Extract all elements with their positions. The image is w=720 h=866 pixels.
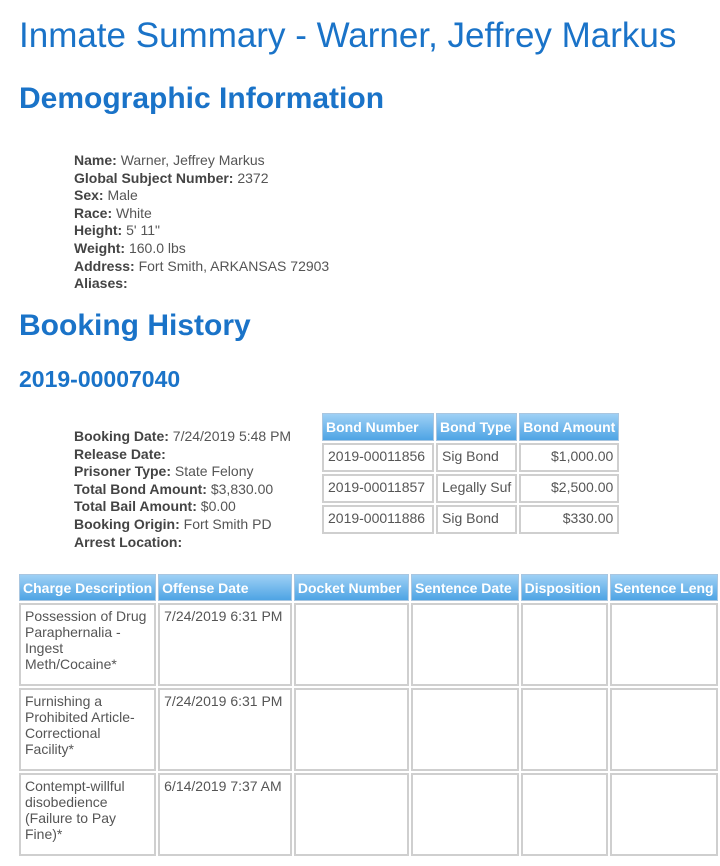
field-label: Release Date:: [74, 445, 166, 462]
table-row: [322, 505, 619, 534]
sentence-date-cell: [411, 688, 518, 771]
field-label: Booking Origin:: [74, 515, 180, 532]
table-row: [19, 688, 718, 771]
disposition-cell: [521, 773, 608, 856]
booking-origin: [74, 516, 291, 534]
bonds-table: [320, 411, 621, 536]
table-row: [322, 443, 619, 472]
demographics-details: [74, 152, 329, 293]
prisoner-type: [74, 463, 291, 481]
bond-number-cell: 2019-00011886: [322, 505, 434, 534]
field-value: Fort Smith PD: [183, 515, 272, 532]
bond-amount-cell: $2,500.00: [519, 474, 619, 503]
field-value: Warner, Jeffrey Markus: [120, 152, 265, 168]
field-label: Global Subject Number:: [74, 169, 234, 186]
disposition-cell: [521, 688, 608, 771]
field-value: $0.00: [200, 498, 236, 515]
charge-description-cell: Contempt-willful disobedience (Failure to Pay Fine)*: [19, 773, 156, 856]
booking-history-heading: Booking History: [19, 309, 251, 342]
booking-number: 2019-00007040: [19, 366, 181, 392]
field-label: Aliases:: [74, 275, 128, 292]
total-bail-amount: [74, 498, 291, 516]
booking-details: [74, 428, 291, 551]
docket-number-cell: [294, 773, 409, 856]
offense-date-cell: 6/14/2019 7:37 AM: [158, 773, 292, 856]
demo-race: [74, 205, 329, 223]
column-header-bond-amount: Bond Amount: [519, 413, 619, 441]
demo-height: [74, 222, 329, 240]
field-value: State Felony: [174, 463, 254, 480]
table-row: [19, 773, 718, 856]
field-label: Prisoner Type:: [74, 463, 171, 480]
bond-amount-cell: $330.00: [519, 505, 619, 534]
bond-type-cell: Sig Bond: [436, 443, 517, 472]
table-row: [19, 603, 718, 686]
charge-description-cell: Possession of Drug Paraphernalia - Ingest Meth/Cocaine*: [19, 603, 156, 686]
field-label: Height:: [74, 222, 123, 239]
charge-description-cell: Furnishing a Prohibited Article- Correctional Facility*: [19, 688, 156, 771]
field-value: 7/24/2019 5:48 PM: [172, 428, 292, 444]
bond-type-cell: Legally Suf: [436, 474, 517, 503]
demo-weight: [74, 240, 329, 258]
sentence-length-cell: [610, 603, 718, 686]
total-bond-amount: [74, 481, 291, 499]
field-label: Race:: [74, 204, 113, 221]
charges-table: [17, 572, 720, 858]
field-label: Booking Date:: [74, 428, 169, 444]
field-label: Arrest Location:: [74, 533, 183, 550]
column-header-sentence-length: Sentence Leng: [610, 574, 718, 601]
bond-number-cell: 2019-00011857: [322, 474, 434, 503]
field-label: Sex:: [74, 187, 104, 204]
field-label: Address:: [74, 257, 135, 274]
demographics-heading: Demographic Information: [19, 82, 385, 115]
field-value: 5' 11": [126, 222, 160, 239]
demo-name: [74, 152, 329, 170]
field-value: Male: [107, 187, 138, 204]
disposition-cell: [521, 603, 608, 686]
demo-address: [74, 258, 329, 276]
table-header-row: [19, 574, 718, 601]
arrest-location: [74, 534, 291, 552]
offense-date-cell: 7/24/2019 6:31 PM: [158, 603, 292, 686]
field-value: White: [116, 204, 152, 221]
field-value: 160.0 lbs: [128, 239, 186, 256]
column-header-bond-type: Bond Type: [436, 413, 517, 441]
column-header-sentence-date: Sentence Date: [411, 574, 518, 601]
column-header-bond-number: Bond Number: [322, 413, 434, 441]
column-header-disposition: Disposition: [521, 574, 608, 601]
column-header-docket-number: Docket Number: [294, 574, 409, 601]
table-header-row: [322, 413, 619, 441]
bond-number-cell: 2019-00011856: [322, 443, 434, 472]
sentence-length-cell: [610, 688, 718, 771]
field-label: Weight:: [74, 239, 126, 256]
column-header-charge-description: Charge Description: [19, 574, 156, 601]
demo-sex: [74, 187, 329, 205]
demo-global-subject-number: [74, 170, 329, 188]
table-row: [322, 474, 619, 503]
release-date: [74, 446, 291, 464]
sentence-length-cell: [610, 773, 718, 856]
sentence-date-cell: [411, 773, 518, 856]
field-label: Total Bail Amount:: [74, 498, 197, 515]
booking-date: [74, 428, 291, 446]
field-value: 2372: [237, 169, 269, 186]
offense-date-cell: 7/24/2019 6:31 PM: [158, 688, 292, 771]
field-value: Fort Smith, ARKANSAS 72903: [138, 257, 330, 274]
column-header-offense-date: Offense Date: [158, 574, 292, 601]
docket-number-cell: [294, 603, 409, 686]
field-label: Name:: [74, 152, 117, 168]
field-value: $3,830.00: [210, 480, 274, 497]
sentence-date-cell: [411, 603, 518, 686]
bond-amount-cell: $1,000.00: [519, 443, 619, 472]
field-label: Total Bond Amount:: [74, 480, 207, 497]
page-title: Inmate Summary - Warner, Jeffrey Markus: [19, 16, 677, 55]
demo-aliases: [74, 275, 329, 293]
bond-type-cell: Sig Bond: [436, 505, 517, 534]
docket-number-cell: [294, 688, 409, 771]
